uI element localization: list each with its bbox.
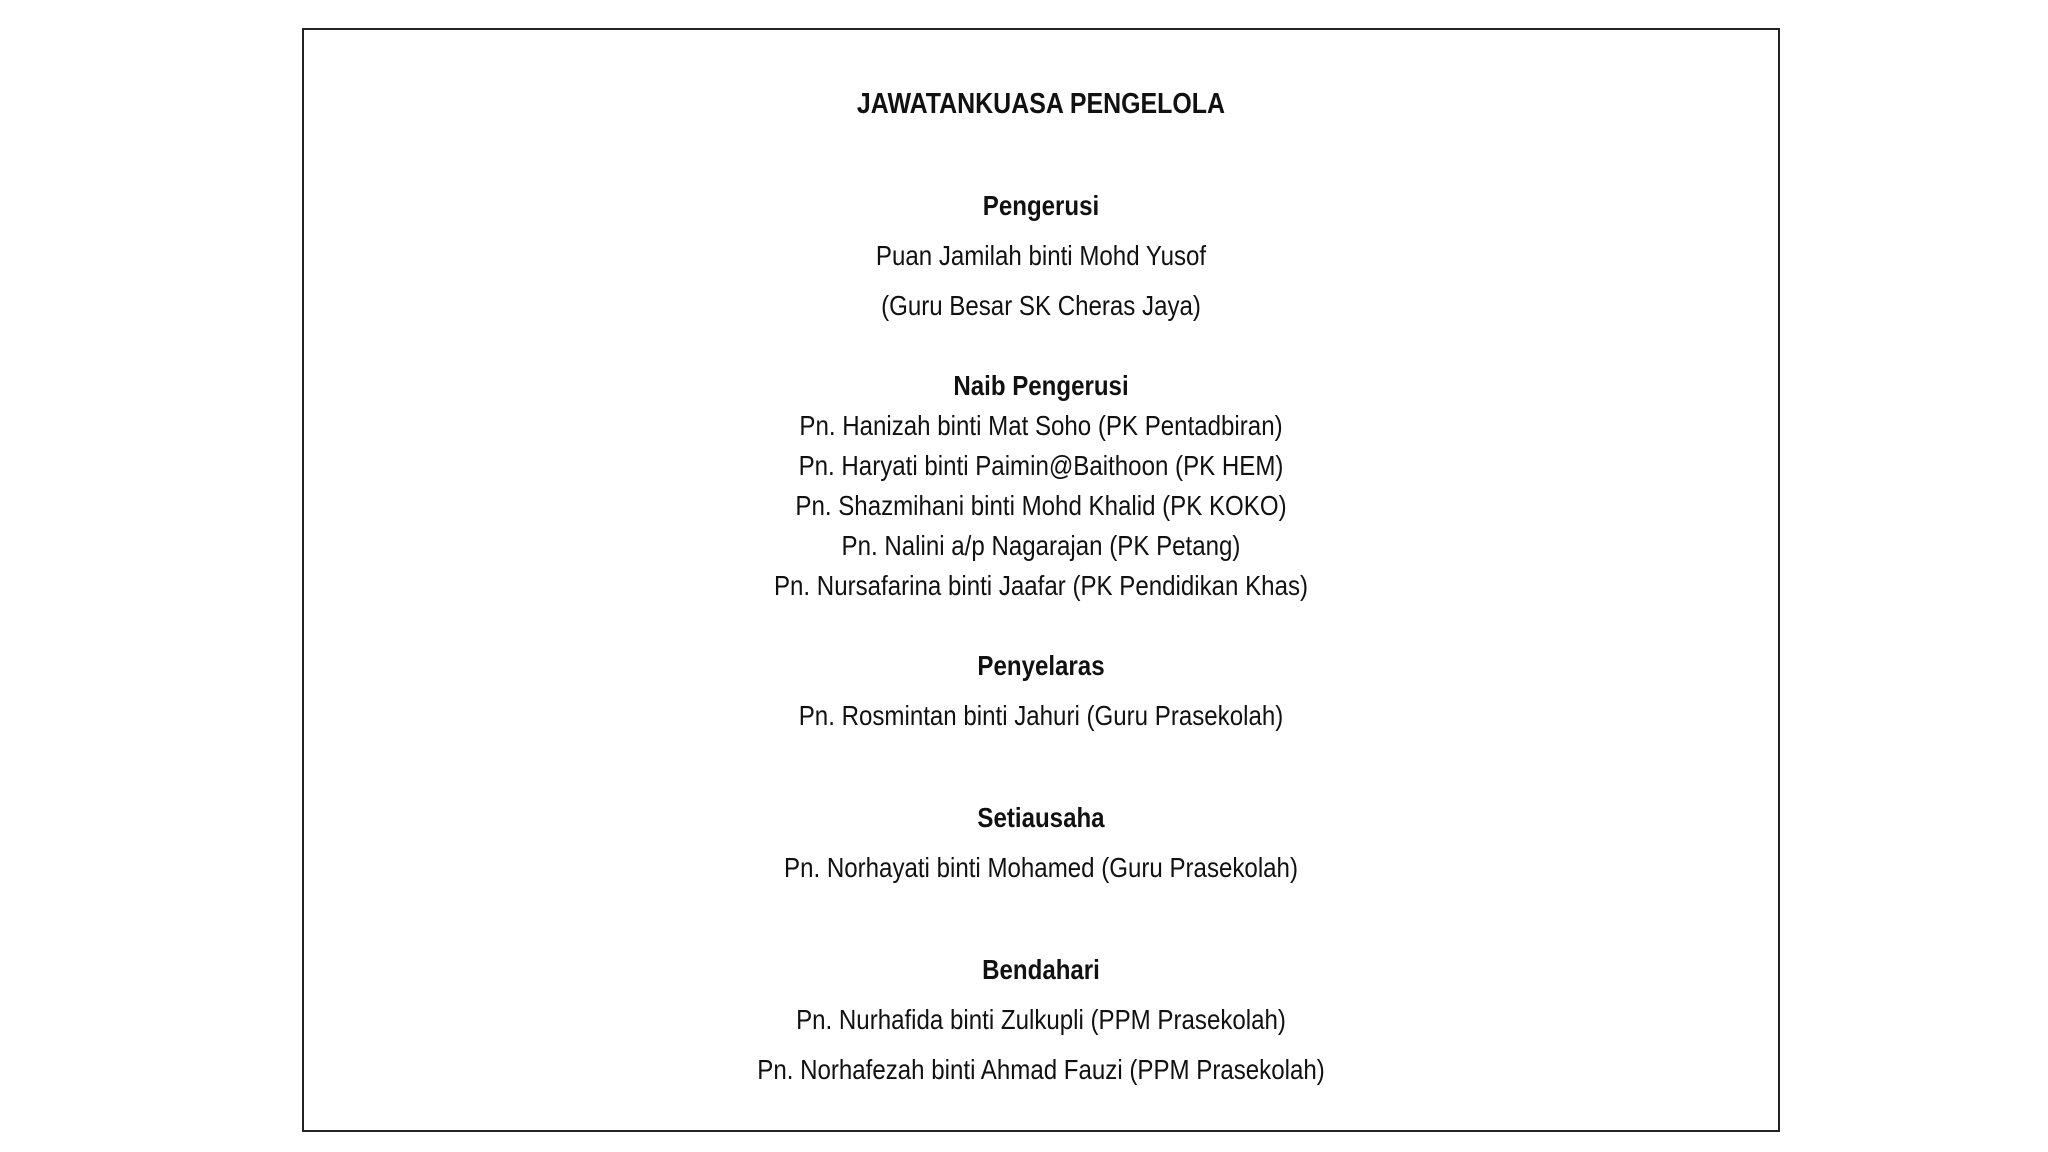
pengerusi-position: (Guru Besar SK Cheras Jaya)	[881, 290, 1201, 321]
naib-pengerusi-member: Pn. Hanizah binti Mat Soho (PK Pentadbiran)	[799, 410, 1283, 441]
naib-pengerusi-member: Pn. Nalini a/p Nagarajan (PK Petang)	[841, 530, 1241, 561]
section-heading-penyelaras: Penyelaras	[977, 650, 1105, 681]
bendahari-member: Pn. Nurhafida binti Zulkupli (PPM Prasekolah)	[796, 1004, 1286, 1035]
naib-pengerusi-member: Pn. Nursafarina binti Jaafar (PK Pendidikan Khas)	[773, 570, 1309, 601]
section-heading-bendahari: Bendahari	[982, 954, 1100, 985]
document-title: JAWATANKUASA PENGELOLA	[856, 88, 1226, 120]
naib-pengerusi-member: Pn. Shazmihani binti Mohd Khalid (PK KOKO)	[795, 490, 1287, 521]
setiausaha-member: Pn. Norhayati binti Mohamed (Guru Prasekolah)	[784, 852, 1298, 883]
pengerusi-name: Puan Jamilah binti Mohd Yusof	[875, 240, 1207, 271]
section-heading-naib-pengerusi: Naib Pengerusi	[953, 370, 1129, 401]
bendahari-member: Pn. Norhafezah binti Ahmad Fauzi (PPM Prasekolah)	[757, 1054, 1325, 1085]
section-heading-pengerusi: Pengerusi	[982, 190, 1100, 221]
penyelaras-member: Pn. Rosmintan binti Jahuri (Guru Prasekolah)	[798, 700, 1284, 731]
naib-pengerusi-member: Pn. Haryati binti Paimin@Baithoon (PK HEM)	[798, 450, 1284, 481]
section-heading-setiausaha: Setiausaha	[977, 802, 1105, 833]
